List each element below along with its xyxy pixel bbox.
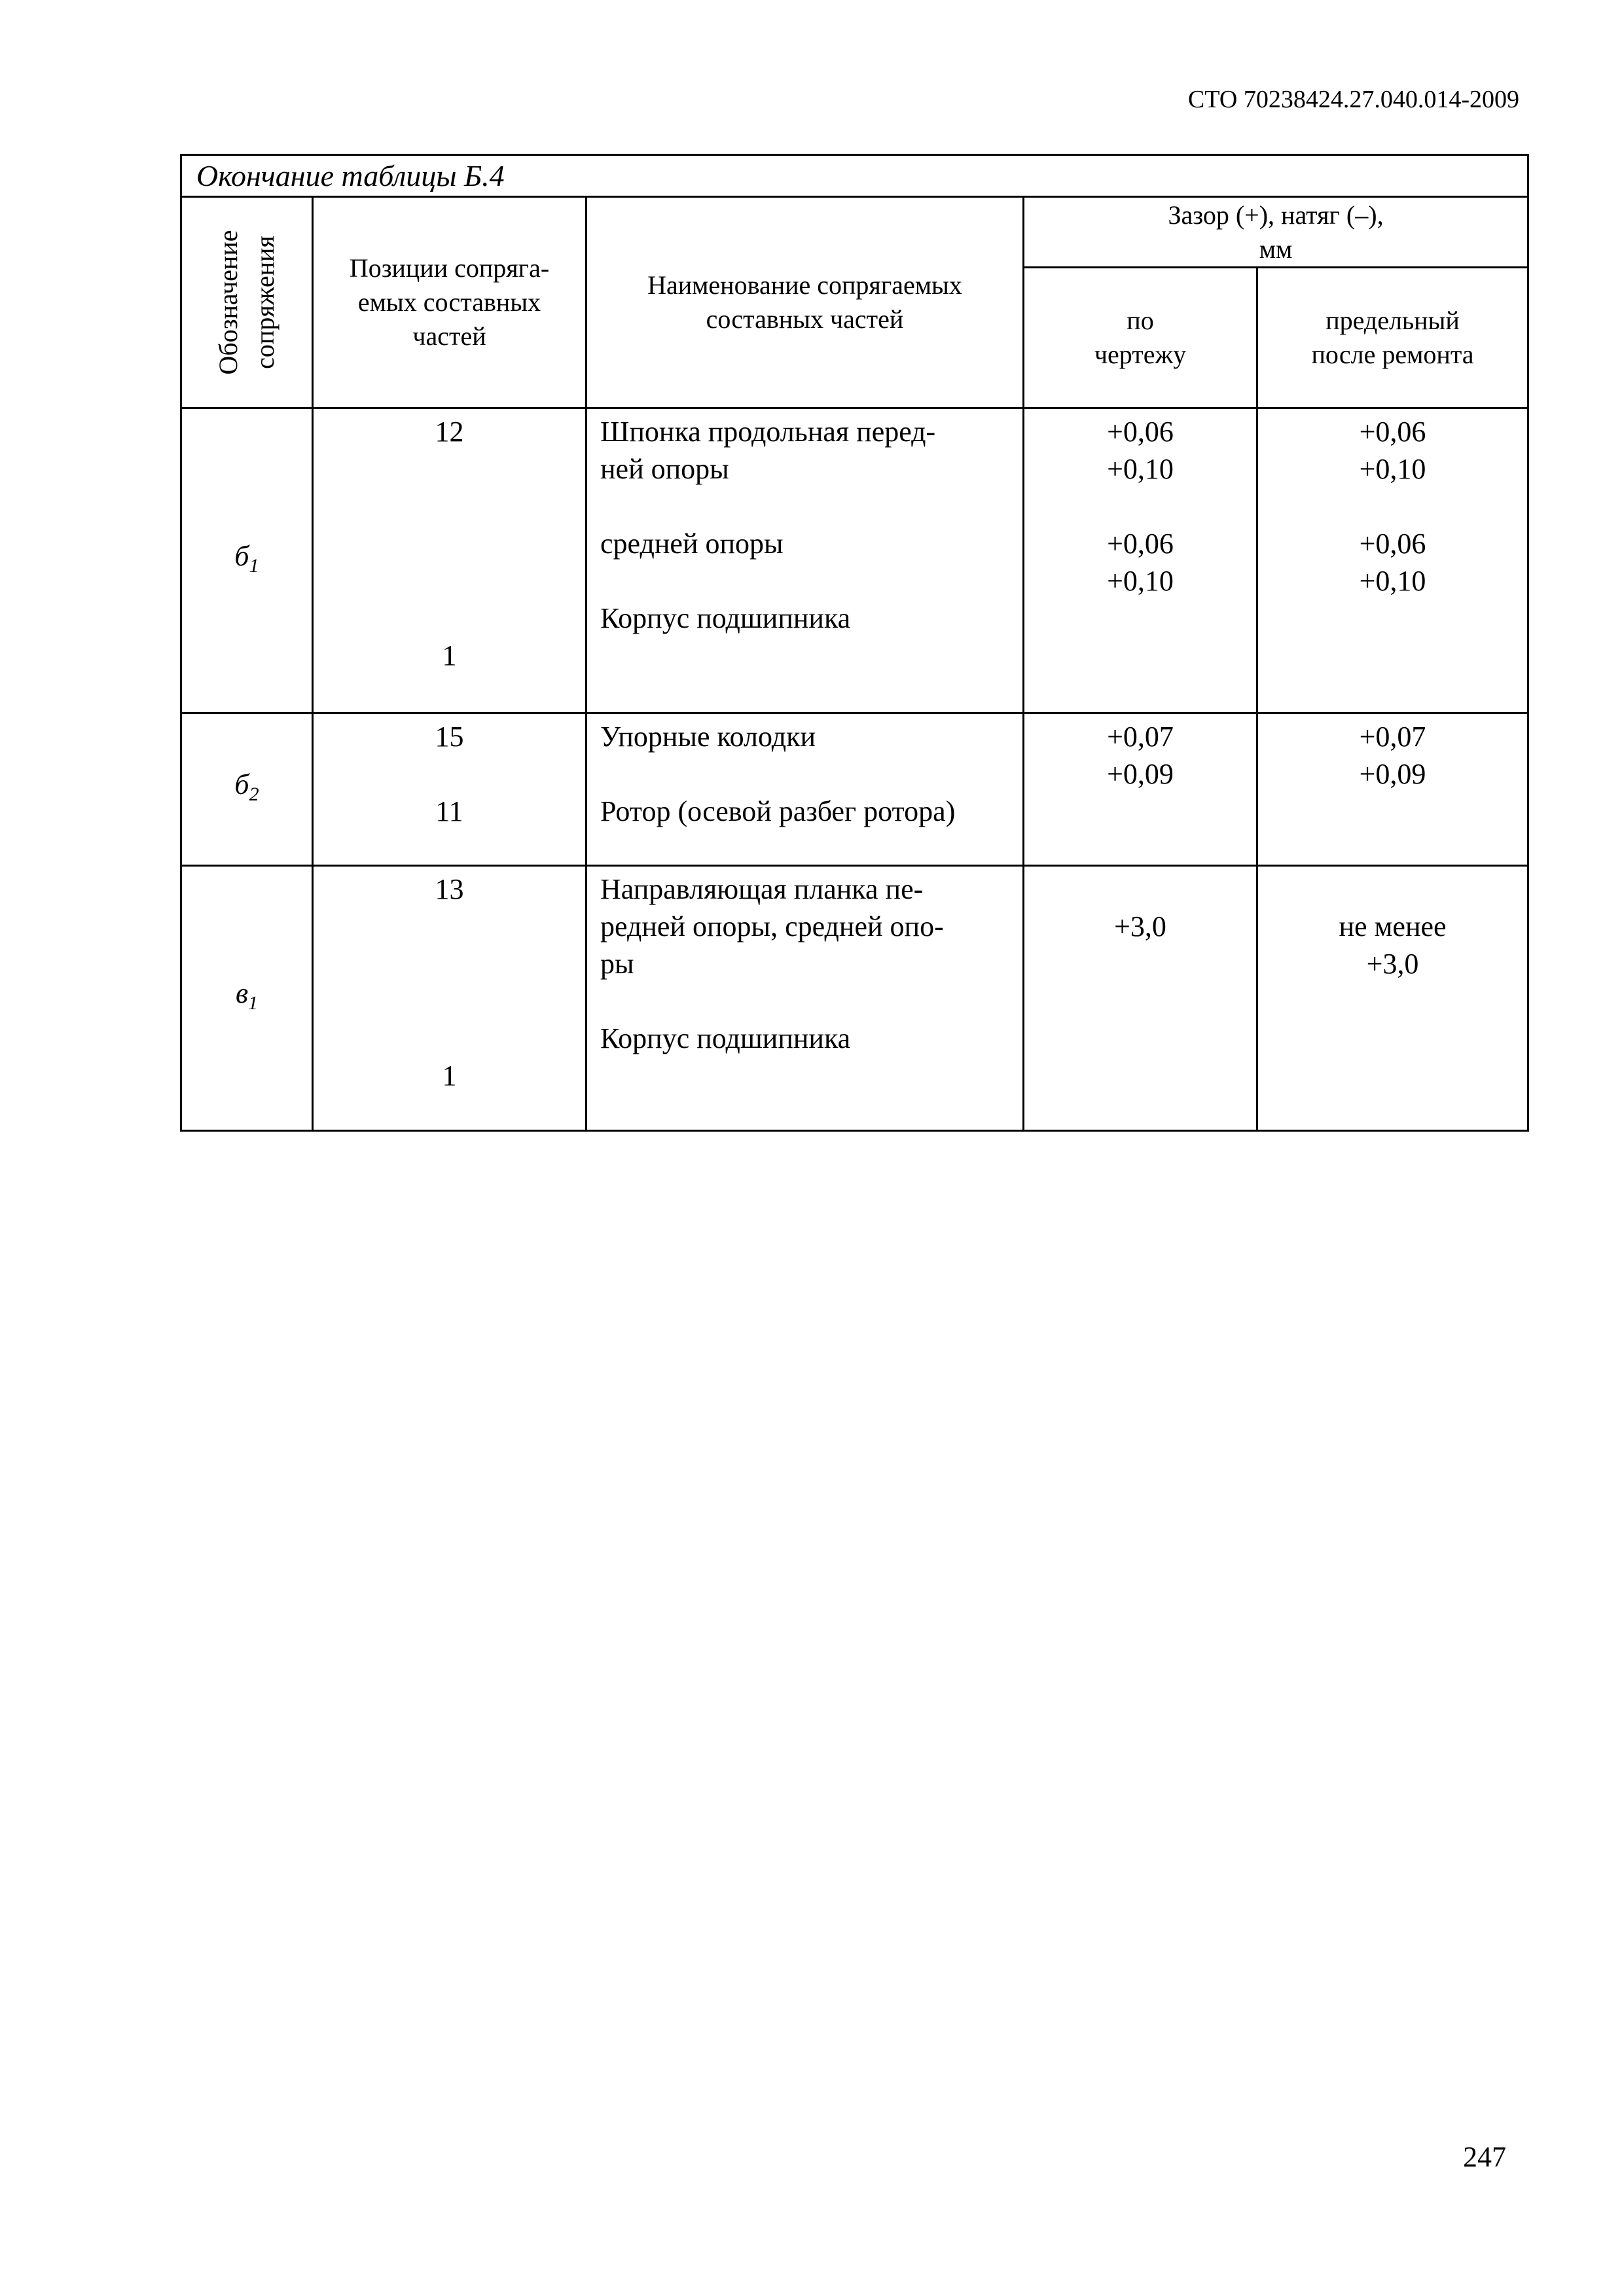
value: +0,10 (1359, 453, 1426, 485)
name-line: Шпонка продольная перед- (600, 416, 936, 448)
position-bottom: 1 (442, 639, 457, 672)
names-cell (586, 408, 1024, 713)
table-row (181, 866, 1528, 1131)
value: +0,10 (1107, 453, 1174, 485)
gap-group-line1: Зазор (+), натяг (–), (1168, 200, 1384, 230)
value: +0,09 (1107, 758, 1174, 790)
value-limit-cell (1257, 866, 1528, 1131)
gap-group-line2: мм (1259, 234, 1293, 264)
value: +0,06 (1107, 528, 1174, 560)
positions-label-line3: частей (412, 321, 486, 351)
value: +0,06 (1359, 528, 1426, 560)
value: +0,09 (1359, 758, 1426, 790)
position-top: 12 (435, 416, 464, 448)
names-label-line2: составных частей (706, 304, 904, 334)
value-by-drawing-cell (1024, 866, 1257, 1131)
col-header-names (586, 197, 1024, 408)
name-line: Корпус подшипника (600, 602, 851, 634)
table-row (181, 713, 1528, 866)
value: +0,06 (1107, 416, 1174, 448)
page-number: 247 (1463, 2141, 1506, 2173)
designation-label: Обозначение сопряжения (213, 230, 280, 375)
table-row (181, 408, 1528, 713)
caption-row (181, 155, 1528, 197)
by-drawing-line1: по (1127, 306, 1154, 335)
mark-index: 1 (248, 992, 259, 1014)
spec-table (180, 154, 1529, 1132)
value: +3,0 (1366, 948, 1419, 980)
mate-designation (181, 408, 313, 713)
mark-letter: в (235, 977, 249, 1010)
mark-index: 1 (249, 554, 259, 577)
position-bottom: 11 (435, 795, 463, 827)
value: +3,0 (1114, 910, 1166, 942)
mark-letter: б (234, 539, 249, 572)
positions-cell (313, 713, 586, 866)
name-line: Направляющая планка пе- (600, 873, 924, 905)
value-by-drawing-cell (1024, 713, 1257, 866)
mark-letter: б (234, 768, 249, 801)
col-header-designation (181, 197, 313, 408)
value-by-drawing-cell (1024, 408, 1257, 713)
positions-label-line2: емых составных (357, 287, 541, 317)
value: не менее (1339, 910, 1447, 942)
names-cell (586, 713, 1024, 866)
name-line: ней опоры (600, 453, 729, 485)
name-line: Корпус подшипника (600, 1022, 851, 1054)
header-row-1 (181, 197, 1528, 268)
positions-cell (313, 408, 586, 713)
names-label-line1: Наименование сопрягаемых (647, 270, 962, 300)
name-line: Упорные колодки (600, 721, 816, 753)
position-bottom: 1 (442, 1060, 457, 1092)
limit-line2: после ремонта (1311, 340, 1474, 369)
table-caption: Окончание таблицы Б.4 (181, 155, 1528, 197)
name-line: средней опоры (600, 528, 784, 560)
name-line: ры (600, 948, 634, 980)
position-top: 13 (435, 873, 464, 905)
value: +0,07 (1359, 721, 1426, 753)
value-limit-cell (1257, 408, 1528, 713)
limit-line1: предельный (1326, 306, 1460, 335)
by-drawing-line2: чертежу (1094, 340, 1187, 369)
value: +0,06 (1359, 416, 1426, 448)
position-top: 15 (435, 721, 464, 753)
col-header-by-drawing (1024, 268, 1257, 408)
value: +0,07 (1107, 721, 1174, 753)
document-code: СТО 70238424.27.040.014-2009 (1187, 86, 1519, 113)
name-line: редней опоры, средней опо- (600, 910, 944, 942)
value-limit-cell (1257, 713, 1528, 866)
mark-index: 2 (249, 783, 259, 805)
positions-cell (313, 866, 586, 1131)
value: +0,10 (1107, 565, 1174, 597)
col-header-limit-after-repair (1257, 268, 1528, 408)
col-header-gap-group (1024, 197, 1528, 268)
names-cell (586, 866, 1024, 1131)
positions-label-line1: Позиции сопряга- (349, 253, 550, 283)
value: +0,10 (1359, 565, 1426, 597)
mate-designation (181, 866, 313, 1131)
mate-designation (181, 713, 313, 866)
col-header-positions (313, 197, 586, 408)
name-line: Ротор (осевой разбег ротора) (600, 795, 956, 827)
